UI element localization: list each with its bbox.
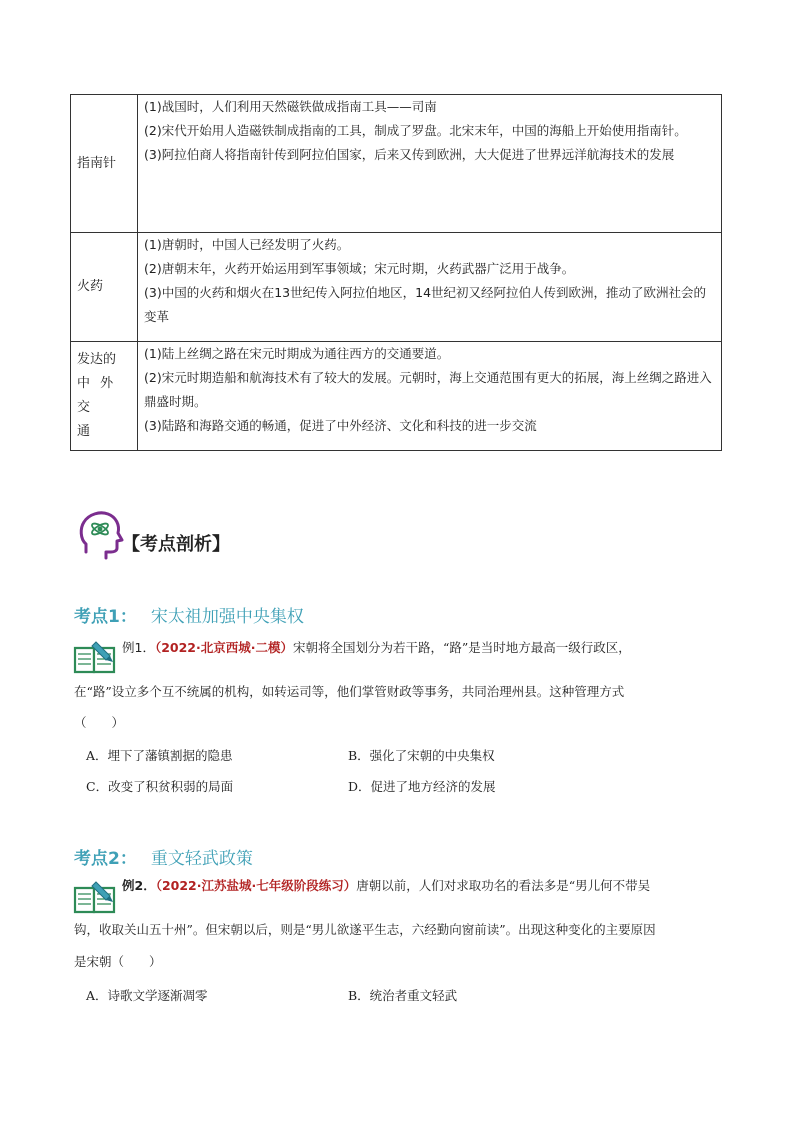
head-brain-icon — [76, 508, 126, 560]
option-b: B．强化了宋朝的中央集权 — [348, 748, 495, 763]
list-item: (1)战国时，人们利用天然磁铁做成指南工具——司南 — [144, 99, 437, 114]
question-line: 是宋朝（ ） — [74, 954, 162, 969]
row-label — [71, 342, 138, 451]
book-pen-icon — [72, 638, 118, 674]
option-b: B．统治者重文轻武 — [348, 988, 458, 1003]
section-heading — [76, 508, 230, 560]
list-item: (2)唐朝末年，火药开始运用到军事领域；宋元时期，火药武器广泛用于战争。 — [144, 261, 575, 276]
answer-blank: （ ） — [74, 715, 125, 730]
book-pen-icon — [72, 878, 118, 914]
table-row — [71, 95, 722, 233]
list-item: (3)中国的火药和烟火在13世纪传入阿拉伯地区，14世纪初又经阿拉伯人传到欧洲，推动了欧洲社会的变革 — [144, 285, 707, 324]
row-label-line: 通 — [77, 424, 91, 439]
question-text: 宋朝将全国划分为若干路，“路”是当时地方最高一级行政区， — [293, 640, 631, 655]
example-source: （2022·江苏盐城·七年级阶段练习） — [155, 878, 357, 893]
example-source: （2022·北京西城·二模） — [154, 640, 293, 655]
question-text: 唐朝以前，人们对求取功名的看法多是“男儿何不带吴 — [356, 878, 651, 893]
example-label: 例2． — [122, 878, 156, 893]
example-label: 例1． — [122, 640, 155, 655]
section-title: 【考点剖析】 — [122, 534, 230, 555]
question-line: 钩，收取关山五十州”。但宋朝以后，则是“男儿欲遂平生志，六经勤向窗前读”。出现这种变化的主要原因 — [74, 922, 656, 937]
list-item: (2)宋元时期造船和航海技术有了较大的发展。元朝时，海上交通范围有更大的拓展，海上丝绸之路进入鼎盛时期。 — [144, 370, 712, 409]
question-line — [122, 876, 650, 896]
row-label-line: 发达的 — [77, 352, 117, 367]
kaodian-label: 考点2： — [74, 849, 137, 869]
option-a: A．埋下了藩镇割据的隐患 — [86, 748, 233, 763]
question-line: 在“路”设立多个互不统属的机构，如转运司等，他们掌管财政等事务，共同治理州县。这种管理方式 — [74, 684, 625, 699]
kaodian-name: 重文轻武政策 — [150, 849, 253, 869]
row-label-line: 中 外 交 — [77, 376, 117, 415]
question-line — [122, 638, 631, 658]
list-item: (3)陆路和海路交通的畅通，促进了中外经济、文化和科技的进一步交流 — [144, 418, 537, 433]
table-row — [71, 342, 722, 451]
list-item: (3)阿拉伯商人将指南针传到阿拉伯国家，后来又传到欧洲，大大促进了世界远洋航海技术的发展 — [144, 147, 675, 162]
row-content — [138, 342, 722, 451]
table-row — [71, 233, 722, 342]
list-item: (1)唐朝时，中国人已经发明了火药。 — [144, 237, 350, 252]
kaodian-name: 宋太祖加强中央集权 — [150, 607, 304, 627]
row-content — [138, 95, 722, 233]
option-c: C．改变了积贫积弱的局面 — [86, 779, 234, 794]
row-label: 火药 — [71, 233, 138, 342]
option-d: D．促进了地方经济的发展 — [348, 779, 496, 794]
row-content — [138, 233, 722, 342]
kaodian-label: 考点1： — [74, 607, 137, 627]
knowledge-table — [70, 94, 722, 451]
row-label: 指南针 — [71, 95, 138, 233]
option-a: A．诗歌文学逐渐凋零 — [86, 988, 208, 1003]
list-item: (2)宋代开始用人造磁铁制成指南的工具，制成了罗盘。北宋末年，中国的海船上开始使用指南针。 — [144, 123, 687, 138]
list-item: (1)陆上丝绸之路在宋元时期成为通往西方的交通要道。 — [144, 346, 450, 361]
kaodian-title — [74, 844, 253, 869]
kaodian-title — [74, 602, 304, 627]
